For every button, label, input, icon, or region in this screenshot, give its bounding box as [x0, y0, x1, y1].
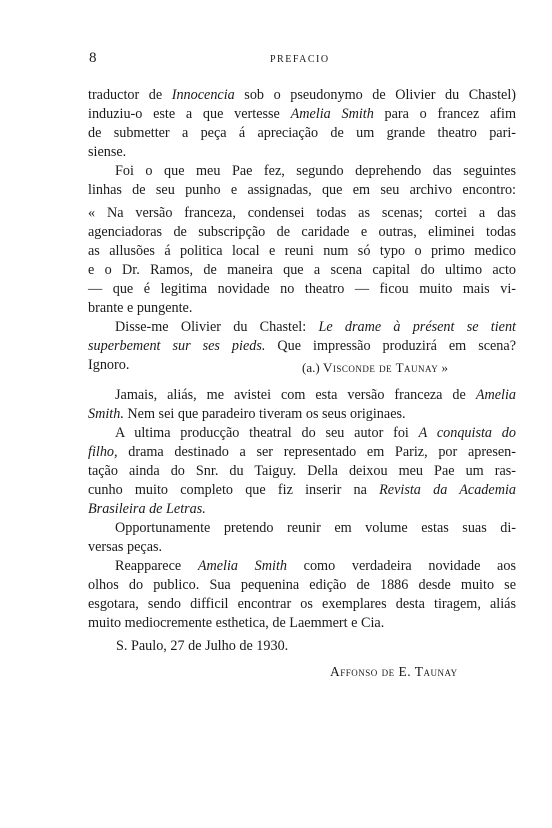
quote-line: superbement sur ses pieds. Que impressão produzirá em scena?: [88, 338, 516, 354]
body-line: induziu-o este a que vertesse Amelia Smith para o francez afim: [88, 106, 516, 122]
quote-line: brante e pungente.: [88, 300, 193, 316]
quote-line: « Na versão franceza, condensei todas as scenas; cortei a das: [88, 205, 516, 221]
body-line: Foi o que meu Pae fez, segundo deprehendo das seguintes: [115, 163, 516, 179]
quote-line: agenciadoras de subscripção de caridade e outras, eliminei todas: [88, 224, 516, 240]
date-line: S. Paulo, 27 de Julho de 1930.: [116, 638, 289, 654]
body-line: muito mediocremente esthetica, de Laemmert e Cia.: [88, 615, 385, 631]
quote-line: e o Dr. Ramos, de maneira que a scena capital do ultimo acto: [88, 262, 516, 278]
body-line: Brasileira de Letras.: [88, 501, 206, 517]
body-line: cunho muito completo que fiz inserir na Revista da Academia: [88, 482, 516, 498]
body-line: olhos do publico. Sua pequenina edição de 1886 desde muito se: [88, 577, 516, 593]
quote-line: — que é legitima novidade no theatro — ficou muito mais vi-: [88, 281, 516, 297]
body-line: Opportunamente pretendo reunir em volume estas suas di-: [115, 520, 516, 536]
body-line: siense.: [88, 144, 127, 160]
body-line: A ultima producção theatral do seu autor foi A conquista do: [115, 425, 516, 441]
running-title: PREFACIO: [270, 54, 330, 65]
body-line: traductor de Innocencia sob o pseudonymo de Olivier du Chastel): [88, 87, 516, 103]
body-line: linhas de seu punho e assignadas, que em seu archivo encontro:: [88, 182, 516, 198]
quote-line: Ignoro.: [88, 357, 130, 373]
body-line: versas peças.: [88, 539, 163, 555]
quote-line: Disse-me Olivier du Chastel: Le drame à présent se tient: [115, 319, 516, 335]
body-line: Smith. Nem sei que paradeiro tiveram os seus originaes.: [88, 406, 406, 422]
body-line: filho, drama destinado a ser representado em Pariz, por apresen-: [88, 444, 516, 460]
body-line: de submetter a peça á apreciação de um grande theatro pari-: [88, 125, 516, 141]
author-signature: Affonso de E. Taunay: [330, 664, 458, 679]
quote-line: as allusões á politica local e reuni num só typo o primo medico: [88, 243, 516, 259]
body-line: Jamais, aliás, me avistei com esta versão franceza de Amelia: [115, 387, 516, 403]
quote-signature: (a.) Visconde de Taunay »: [302, 360, 448, 375]
page-number: 8: [89, 50, 97, 66]
body-line: esgotara, sendo difficil encontrar os exemplares desta tiragem, aliás: [88, 596, 516, 612]
body-line: tação ainda do Snr. du Taiguy. Della deixou meu Pae um ras-: [88, 463, 516, 479]
body-line: Reapparece Amelia Smith como verdadeira novidade aos: [115, 558, 516, 574]
